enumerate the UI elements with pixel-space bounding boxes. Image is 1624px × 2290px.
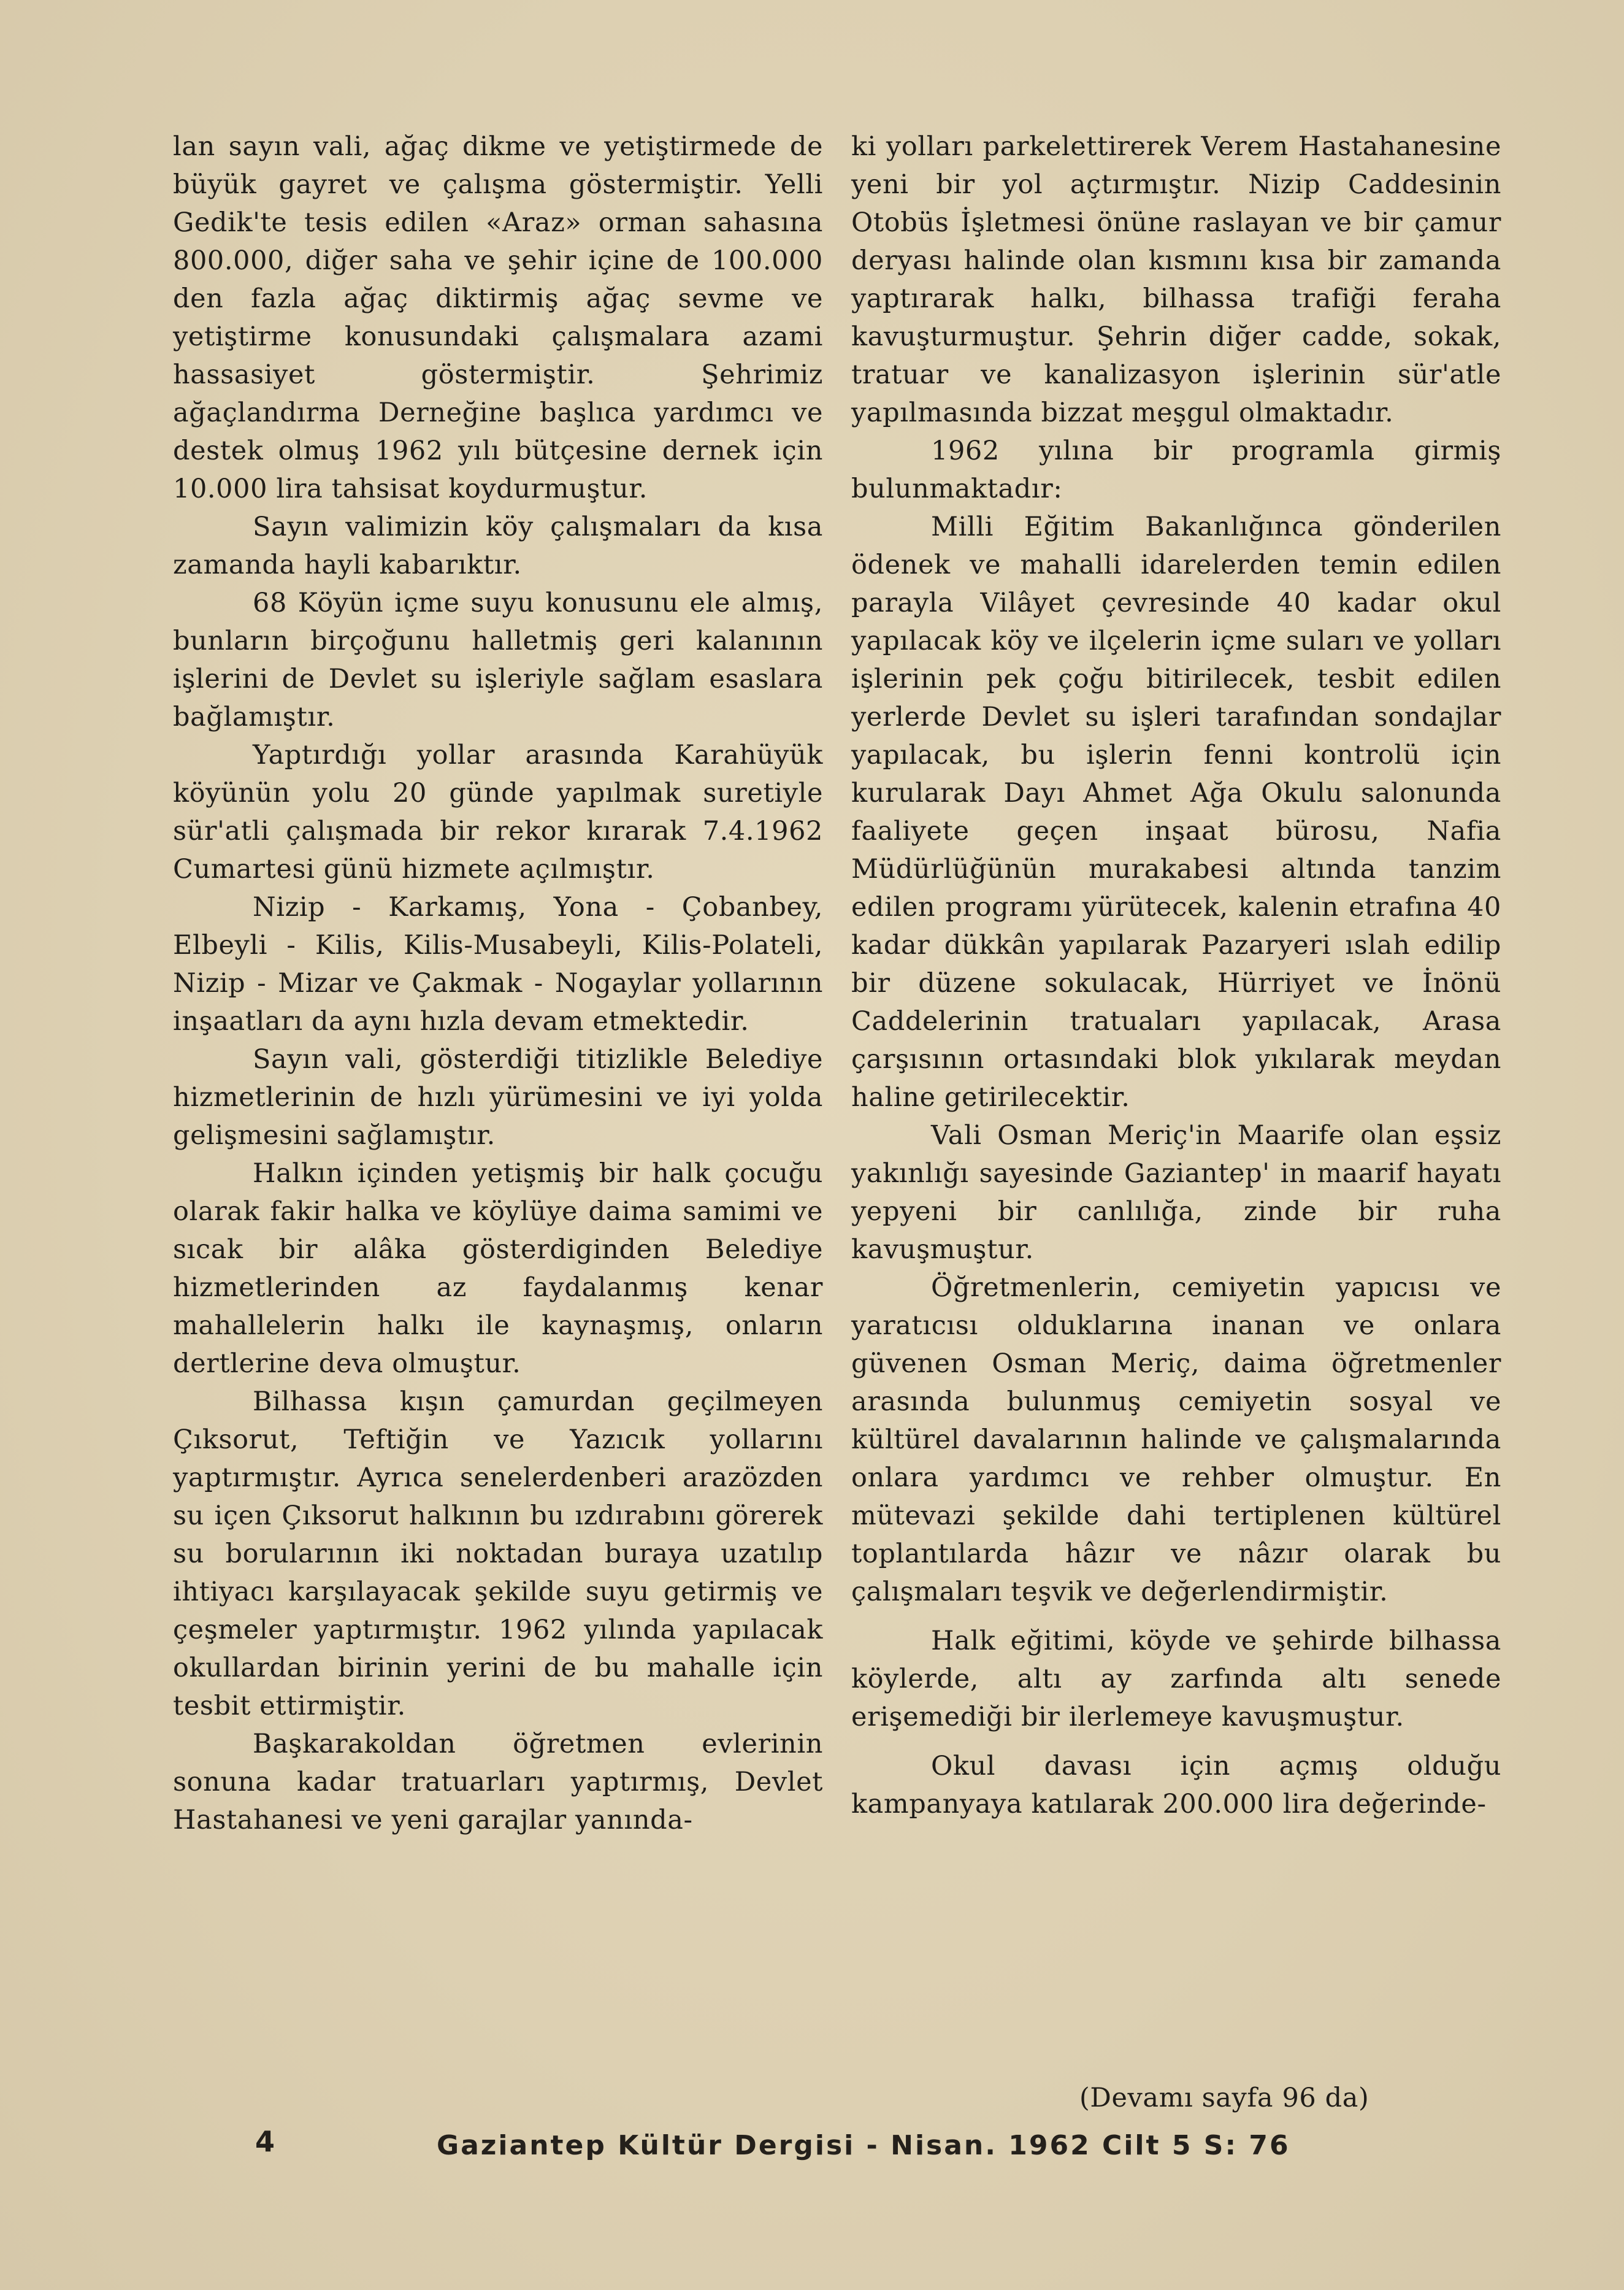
right-column (851, 128, 1501, 1823)
running-footer: Gaziantep Kültür Dergisi - Nisan. 1962 Cilt 5 S: 76 (437, 2130, 1290, 2161)
paragraph: Sayın valimizin köy çalışmaları da kısa zamanda hayli kabarıktır. (173, 512, 823, 580)
paragraph: 68 Köyün içme suyu konusunu ele almış, bunların birçoğunu halletmiş geri kalanının işlerini de Devlet su işleriyle sağlam esaslara bağlamıştır. (173, 588, 823, 732)
left-column (173, 128, 823, 1839)
paragraph: ki yolları parkelettirerek Verem Hastahanesine yeni bir yol açtırmıştır. Nizip Caddesinin Otobüs İşletmesi önüne raslayan ve bir çamur deryası halinde olan kısmını kısa bir zamanda yaptırarak halkı, bilhassa trafiği feraha kavuşturmuştur. Şehrin diğer cadde, sokak, tratuar ve kanalizasyon işlerinin sür'atle yapılmasında bizzat meşgul olmaktadır. (851, 131, 1501, 428)
paragraph: Halk eğitimi, köyde ve şehirde bilhassa köylerde, altı ay zarfında altı senede erişemediği bir ilerlemeye kavuşmuştur. (851, 1626, 1501, 1732)
paragraph: Okul davası için açmış olduğu kampanyaya katılarak 200.000 lira değerinde- (851, 1751, 1501, 1819)
paragraph: Sayın vali, gösterdiği titizlikle Belediye hizmetlerinin de hızlı yürümesini ve iyi yolda gelişmesini sağlamıştır. (173, 1044, 823, 1151)
paragraph: Bilhassa kışın çamurdan geçilmeyen Çıksorut, Teftiğin ve Yazıcık yollarını yaptırmıştır. Ayrıca senelerdenberi arazözden su içen Çıksorut halkının bu ızdırabını görerek su borularının iki noktadan buraya uzatılıp ihtiyacı karşılayacak şekilde suyu getirmiş ve çeşmeler yaptırmıştır. 1962 yılında yapılacak okullardan birinin yerini de bu mahalle için tesbit ettirmiştir. (173, 1386, 823, 1721)
paragraph: 1962 yılına bir programla girmiş bulunmaktadır: (851, 436, 1501, 504)
paragraph: Halkın içinden yetişmiş bir halk çocuğu olarak fakir halka ve köylüye daima samimi ve sıcak bir alâka gösterdiginden Belediye hizmetlerinden az faydalanmış kenar mahallelerin halkı ile kaynaşmış, onların dertlerine deva olmuştur. (173, 1158, 823, 1379)
continuation-note: (Devamı sayfa 96 da) (1079, 2083, 1369, 2113)
paragraph: Nizip - Karkamış, Yona - Çobanbey, Elbeyli - Kilis, Kilis-Musabeyli, Kilis-Polateli, Nizip - Mizar ve Çakmak - Nogaylar yollarının inşaatları da aynı hızla devam etmektedir. (173, 892, 823, 1037)
paragraph: Milli Eğitim Bakanlığınca gönderilen ödenek ve mahalli idarelerden temin edilen parayla Vilâyet çevresinde 40 kadar okul yapılacak köy ve ilçelerin içme suları ve yolları işlerinin pek çoğu bitirilecek, tesbit edilen yerlerde Devlet su işleri tarafından sondajlar yapılacak, bu işlerin fenni kontrolü için kurularak Dayı Ahmet Ağa Okulu salonunda faaliyete geçen inşaat bürosu, Nafia Müdürlüğünün murakabesi altında tanzim edilen programı yürütecek, kalenin etrafına 40 kadar dükkân yapılarak Pazaryeri ıslah edilip bir düzene sokulacak, Hürriyet ve İnönü Caddelerinin tratuaları yapılacak, Arasa çarşısının ortasındaki blok yıkılarak meydan haline getirilecektir. (851, 512, 1501, 1113)
paragraph: Öğretmenlerin, cemiyetin yapıcısı ve yaratıcısı olduklarına inanan ve onlara güvenen Osman Meriç, daima öğretmenler arasında bulunmuş cemiyetin sosyal ve kültürel davalarının halinde ve çalışmalarında onlara yardımcı ve rehber olmuştur. En mütevazi şekilde dahi tertiplenen kültürel toplantılarda hâzır ve nâzır olarak bu çalışmaları teşvik ve değerlendirmiştir. (851, 1272, 1501, 1607)
paragraph: Başkarakoldan öğretmen evlerinin sonuna kadar tratuarları yaptırmış, Devlet Hastahanesi ve yeni garajlar yanında- (173, 1729, 823, 1835)
paragraph: Vali Osman Meriç'in Maarife olan eşsiz yakınlığı sayesinde Gaziantep' in maarif hayatı yepyeni bir canlılığa, zinde bir ruha kavuşmuştur. (851, 1120, 1501, 1265)
page-number: 4 (255, 2125, 275, 2158)
paragraph: Yaptırdığı yollar arasında Karahüyük köyünün yolu 20 günde yapılmak suretiyle sür'atli çalışmada bir rekor kırarak 7.4.1962 Cumartesi günü hizmete açılmıştır. (173, 740, 823, 885)
paragraph: lan sayın vali, ağaç dikme ve yetiştirmede de büyük gayret ve çalışma göstermiştir. Yelli Gedik'te tesis edilen «Araz» orman sahasına 800.000, diğer saha ve şehir içine de 100.000 den fazla ağaç diktirmiş ağaç sevme ve yetiştirme konusundaki çalışmalara azami hassasiyet göstermiştir. Şehrimiz ağaçlandırma Derneğine başlıca yardımcı ve destek olmuş 1962 yılı bütçesine dernek için 10.000 lira tahsisat koydurmuştur. (173, 131, 823, 504)
